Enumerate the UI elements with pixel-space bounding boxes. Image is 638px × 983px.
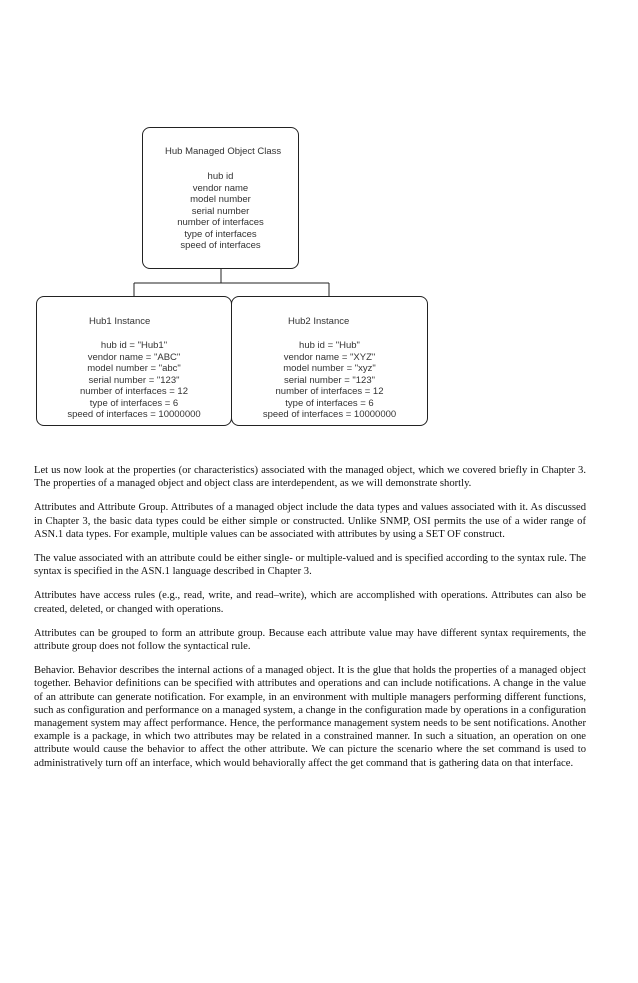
class-attribute: hub id xyxy=(207,171,234,182)
managed-object-class-box xyxy=(142,127,299,269)
hub2-attribute: model number = "xyz" xyxy=(283,363,376,374)
hub2-attribute: vendor name = "XYZ" xyxy=(283,351,376,363)
class-attribute: model number xyxy=(190,194,251,205)
hub2-attribute: type of interfaces = 6 xyxy=(285,397,374,409)
hub1-attribute-list xyxy=(37,340,231,421)
hub2-box-title: Hub2 Instance xyxy=(288,316,350,327)
class-box-title: Hub Managed Object Class xyxy=(165,146,282,157)
class-attribute: speed of interfaces xyxy=(180,240,261,251)
hub2-instance-box xyxy=(231,296,428,426)
class-attribute: vendor name xyxy=(192,182,249,194)
hub2-attribute: speed of interfaces = 10000000 xyxy=(262,409,397,420)
hub1-attribute: serial number = "123" xyxy=(88,374,180,386)
hub1-attribute: vendor name = "ABC" xyxy=(87,351,181,363)
paragraph-attribute-group: Attributes can be grouped to form an attribute group. Because each attribute value may have different syntax requirements, the attribute group does not follow the syntactical rule. xyxy=(34,627,586,653)
paragraph-value-syntax: The value associated with an attribute could be either single- or multiple-valued and is specified according to the syntax rule. The syntax is specified in the ASN.1 language described in Chapter 3. xyxy=(34,553,586,578)
body-text xyxy=(34,464,586,781)
hub2-attribute-list xyxy=(232,340,427,421)
hub1-attribute: hub id = "Hub1" xyxy=(100,340,168,351)
hub2-attribute: serial number = "123" xyxy=(284,374,375,386)
paragraph-behavior: Behavior. Behavior describes the internal actions of a managed object. It is the glue that holds the properties of a managed object together. Behavior definitions can be specified with attributes and operations and can include notifications. A change in the value of an attribute can generate notification. For example, in an environment with multiple managers performing different functions, such as configuration and performance on a managed system, a change in the configuration made by operations in a configuration management system may affect performance. Hence, the performance management system needs to be sent notifications. Another example is a package, in which two attributes may be related in a constrained manner. In such a situation, an operation on one attribute would cause the behavior to affect the other attribute. We can picture the scenario where the set command is used to administratively turn off an interface, which would behaviorally affect the get command that is gathering data on that interface. xyxy=(34,665,586,769)
class-attribute: type of interfaces xyxy=(184,228,257,240)
hub-object-diagram xyxy=(0,0,638,440)
class-attribute-list xyxy=(143,171,298,252)
hub1-attribute: model number = "abc" xyxy=(87,363,181,374)
class-attribute: serial number xyxy=(191,205,250,217)
hub2-attribute: number of interfaces = 12 xyxy=(275,386,384,397)
hub1-attribute: speed of interfaces = 10000000 xyxy=(67,409,201,420)
hub2-attribute: hub id = "Hub" xyxy=(299,340,360,351)
paragraph-intro: Let us now look at the properties (or characteristics) associated with the managed object, which we covered briefly in Chapter 3. The properties of a managed object and object class are interdependent, as we will demonstrate shortly. xyxy=(34,465,586,490)
paragraph-attributes: Attributes and Attribute Group. Attributes of a managed object include the data types and values associated with it. As discussed in Chapter 3, the basic data types could be either simple or constructed. Unlike SNMP, OSI permits the use of a wider range of ASN.1 data types. For example, multiple values can be associated with attributes by using a SET OF construct. xyxy=(34,502,586,540)
hub1-attribute: number of interfaces = 12 xyxy=(80,386,188,397)
hub1-attribute: type of interfaces = 6 xyxy=(89,397,179,409)
hub1-instance-box xyxy=(36,296,232,426)
paragraph-access-rules: Attributes have access rules (e.g., read, write, and read–write), which are accomplished with operations. Attributes can also be created, deleted, or changed with operations. xyxy=(34,590,586,615)
class-attribute: number of interfaces xyxy=(177,217,264,228)
hub1-box-title: Hub1 Instance xyxy=(89,316,151,327)
